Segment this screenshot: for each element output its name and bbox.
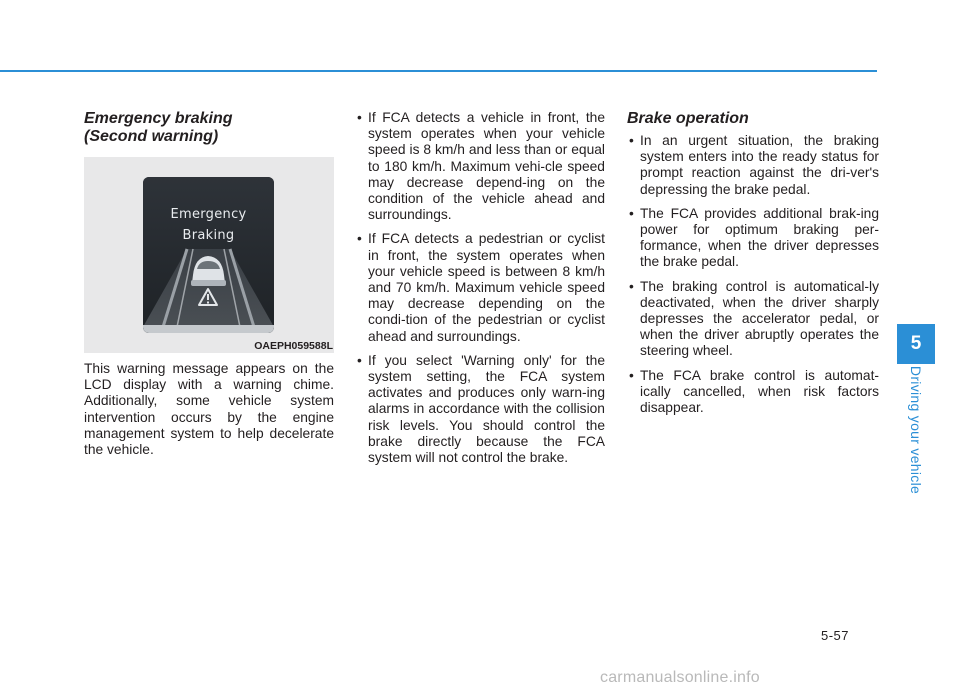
- list-item: • If you select 'Warning only' for the system setting, the FCA system activates and produces only warn-ing alarms in accordance with the collision risk levels. You should control the brake directly because the FCA system will not control the brake.: [355, 353, 605, 466]
- lcd-display: [143, 177, 274, 333]
- right-column: [627, 110, 879, 424]
- header-rule: [0, 70, 877, 72]
- cluster-display-figure: [84, 157, 334, 353]
- display-message-line-2: Braking: [182, 228, 235, 243]
- watermark: carmanualsonline.info: [600, 669, 760, 686]
- road-scene-illustration: [143, 177, 274, 333]
- brake-operation-list: [627, 133, 879, 416]
- display-message: [143, 204, 274, 246]
- list-item: • If FCA detects a pedestrian or cyclist in front, the system operates when your vehicle speed is between 8 km/h and 70 km/h. Maximum vehicle speed may decrease depending on the condi-tion of the pedestrian or cyclist ahead and surroundings.: [355, 231, 605, 344]
- chapter-title: Driving your vehicle: [908, 365, 924, 495]
- list-item: • The braking control is automatical-ly deactivated, when the driver sharply depresses the accelerator pedal, or when the driver abruptly operates the steering wheel.: [627, 279, 879, 360]
- list-item: • The FCA brake control is automat-ically cancelled, when risk factors disappear.: [627, 368, 879, 417]
- figure-code: OAEPH059588L: [254, 340, 333, 352]
- middle-column: [355, 110, 605, 474]
- list-item: • In an urgent situation, the braking system enters into the ready status for prompt reaction against the dri-ver's depressing the brake pedal.: [627, 133, 879, 198]
- page-number: 5-57: [821, 628, 850, 643]
- list-item: • The FCA provides additional brak-ing power for optimum braking per-formance, when the driver depresses the brake pedal.: [627, 206, 879, 271]
- chapter-number-tab: 5: [897, 324, 935, 364]
- heading-line-1: Emergency braking: [84, 110, 233, 127]
- section-heading-emergency-braking: [84, 110, 334, 146]
- operating-conditions-list: [355, 110, 605, 466]
- list-item: • If FCA detects a vehicle in front, the system operates when your vehicle speed is 8 km/h and less than or equal to 180 km/h. Maximum vehi-cle speed may decrease depend-ing on the condition of the vehicle ahead and surroundings.: [355, 110, 605, 223]
- heading-line-2: (Second warning): [84, 128, 219, 145]
- section-heading-brake-operation: Brake operation: [627, 110, 749, 127]
- left-column: [84, 110, 334, 458]
- display-message-line-1: Emergency: [170, 207, 247, 222]
- warning-description: This warning message appears on the LCD display with a warning chime. Additionally, some vehicle system intervention occurs by the engine management system to help decelerate the vehicle.: [84, 361, 334, 458]
